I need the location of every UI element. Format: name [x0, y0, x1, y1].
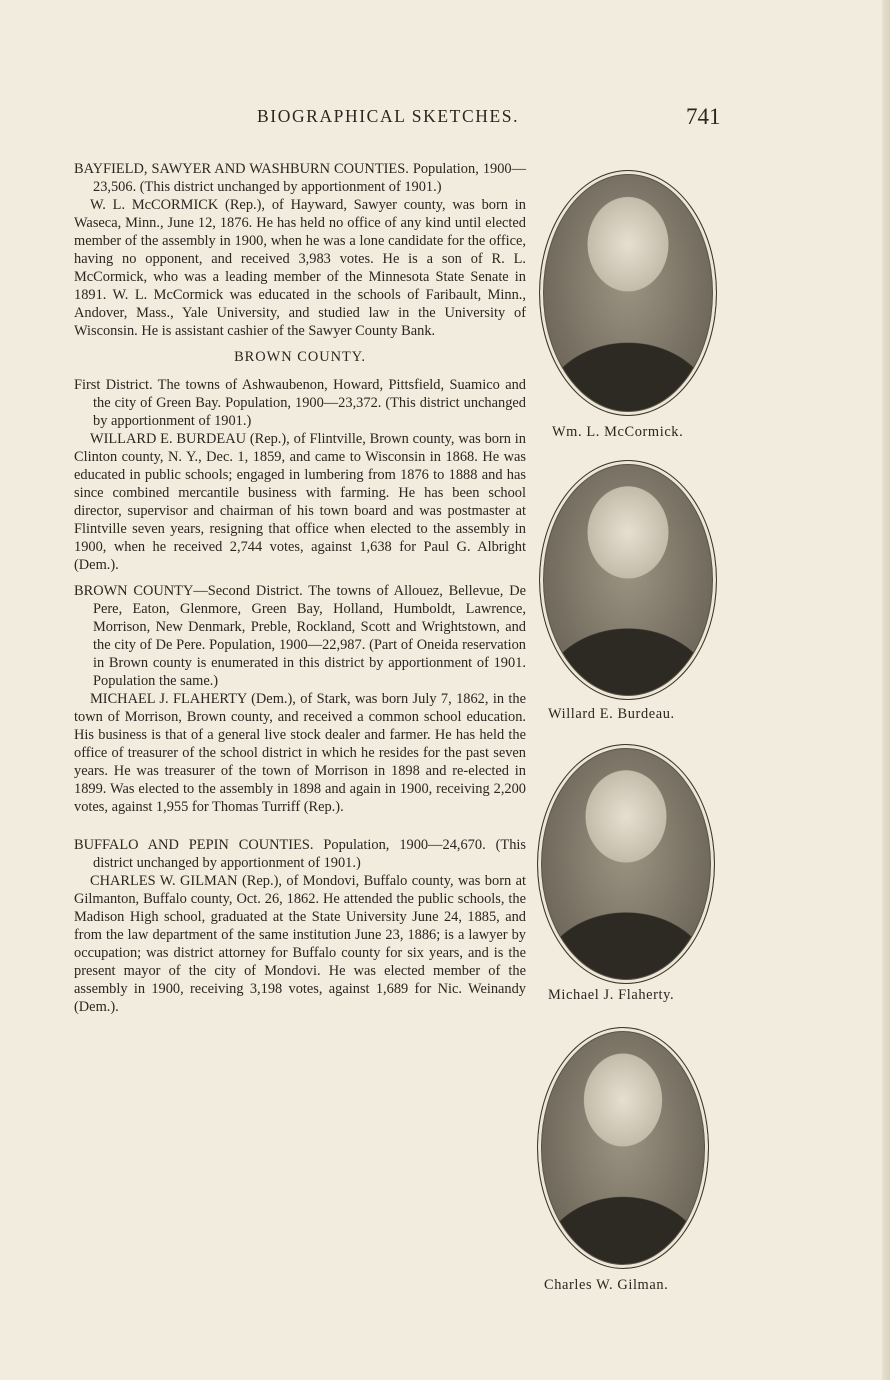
caption-mccormick: Wm. L. McCormick. — [552, 424, 684, 440]
district-heading-buffalo: BUFFALO AND PEPIN COUNTIES. Population, 1900—24,670. (This district unchanged by apportionment of 1901.) — [74, 837, 526, 871]
portrait-gilman — [537, 1027, 709, 1269]
caption-burdeau: Willard E. Burdeau. — [548, 706, 675, 722]
running-head: BIOGRAPHICAL SKETCHES. — [257, 106, 520, 126]
district-heading-bayfield: BAYFIELD, SAWYER AND WASHBURN COUNTIES. Population, 1900—23,506. (This district unchanged by apportionment of 1901.) — [74, 161, 526, 195]
page-number: 741 — [686, 104, 721, 129]
district-heading-brown-second: BROWN COUNTY—Second District. The towns of Allouez, Bellevue, De Pere, Eaton, Glenmore, Green Bay, Holland, Humboldt, Lawrence, Morrison, New Denmark, Preble, Rockland, Scott and Wrightstown, and the city of De Pere. Population, 1900—22,987. (Part of Oneida reservation in Brown county is enumerated in this district by apportionment of 1901. Population the same.) — [74, 583, 526, 689]
text-column — [74, 160, 526, 1016]
caption-flaherty: Michael J. Flaherty. — [548, 987, 675, 1003]
portrait-burdeau — [539, 460, 717, 700]
page-edge — [882, 0, 890, 1380]
caption-gilman: Charles W. Gilman. — [544, 1277, 669, 1293]
district-heading-brown-first: First District. The towns of Ashwaubenon, Howard, Pittsfield, Suamico and the city of Green Bay. Population, 1900—23,372. (This district unchanged by apportionment of 1901.) — [74, 377, 526, 429]
bio-gilman: CHARLES W. GILMAN (Rep.), of Mondovi, Buffalo county, was born at Gilmanton, Buffalo county, Oct. 26, 1862. He attended the public schools, the Madison High school, graduated at the State University June 24, 1885, and from the law department of the same institution June 23, 1886; is a lawyer by occupation; was district attorney for Buffalo county for six years, and is the present mayor of the city of Mondovi. He was elected member of the assembly in 1900, receiving 3,198 votes, against 1,689 for Nic. Weinandy (Dem.). — [74, 873, 526, 1015]
bio-mccormick: W. L. McCORMICK (Rep.), of Hayward, Sawyer county, was born in Waseca, Minn., June 12, 1876. He has held no office of any kind until elected member of the assembly in 1900, when he was a lone candidate for the office, having no opponent, and received 3,983 votes. He is a son of R. L. McCormick, who was a leading member of the Minnesota State Senate in 1891. W. L. McCormick was educated in the schools of Faribault, Minn., Andover, Mass., Yale University, and studied law in the University of Wisconsin. He is assistant cashier of the Sawyer County Bank. — [74, 197, 526, 339]
bio-burdeau: WILLARD E. BURDEAU (Rep.), of Flintville, Brown county, was born in Clinton county, N. Y., Dec. 1, 1859, and came to Wisconsin in 1868. He was educated in public schools; engaged in lumbering from 1876 to 1888 and has since combined mercantile business with farming. He has been school director, supervisor and chairman of his town board and was postmaster at Flintville seven years, resigning that office when elected to the assembly in 1900, when he received 2,744 votes, against 1,638 for Paul G. Albright (Dem.). — [74, 431, 526, 573]
county-title-brown: BROWN COUNTY. — [234, 349, 366, 365]
portrait-mccormick — [539, 170, 717, 416]
portrait-flaherty — [537, 744, 715, 984]
bio-flaherty: MICHAEL J. FLAHERTY (Dem.), of Stark, was born July 7, 1862, in the town of Morrison, Brown county, and received a common school education. His business is that of a general live stock dealer and farmer. He has held the office of treasurer of the school district in which he resides for the past seven years. He was treasurer of the town of Morrison in 1898 and re-elected in 1899. Was elected to the assembly in 1898 and again in 1900, receiving 2,200 votes, against 1,955 for Thomas Turriff (Rep.). — [74, 691, 526, 815]
